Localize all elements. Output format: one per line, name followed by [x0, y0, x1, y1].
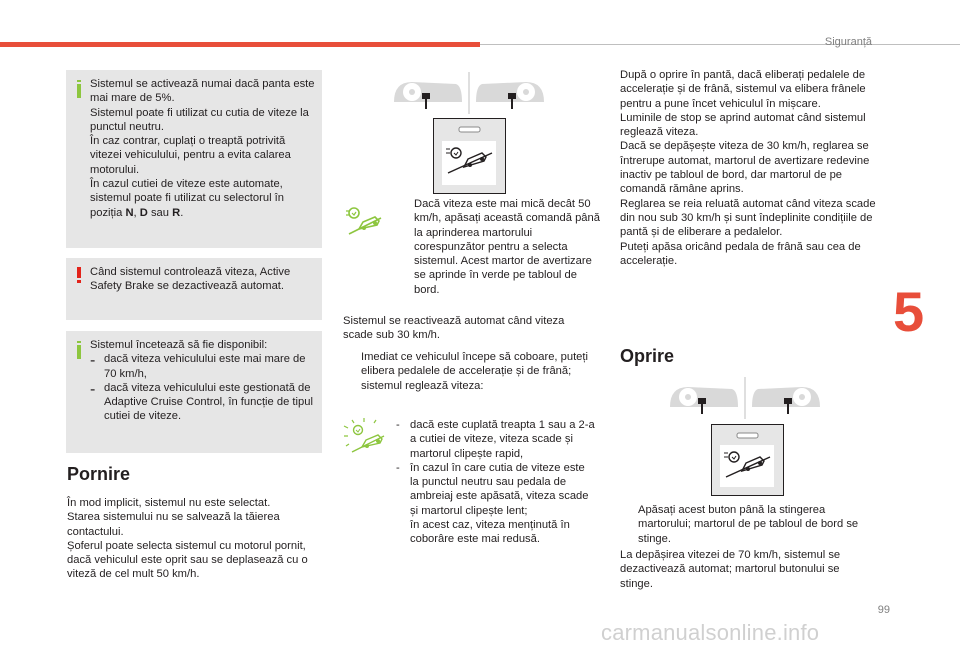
watermark: carmanualsonline.info — [601, 620, 820, 645]
list-item: - dacă viteza vehiculului este gestionată de Adaptive Cruise Control, în funcție de tipul cutiei de viteze. — [90, 380, 313, 423]
hill-descent-button-icon — [712, 425, 783, 495]
heading-oprire: Oprire — [620, 346, 675, 366]
note-line: Sistemul se activează numai dacă panta este mai mare de 5%. — [90, 78, 315, 105]
hill-descent-indicator-green-icon — [343, 204, 383, 238]
chapter-number: 5 — [893, 280, 925, 343]
steering-wheel-controls-illustration-2 — [668, 377, 822, 419]
bullet-select: Dacă viteza este mai mică decât 50 km/h, apăsați această comandă până la aprinderea martorului corespunzător pentru a selecta sistemul. Acest martor de avertizare se aprinde în verde pe tabloul de bord. — [396, 197, 600, 297]
heading-pornire: Pornire — [67, 464, 131, 484]
info-icon — [77, 84, 81, 98]
section-title: Siguranță — [824, 36, 872, 48]
hill-descent-indicator-flashing-icon — [340, 416, 388, 458]
hill-descent-button-panel — [433, 118, 506, 194]
descent-conditions-list — [396, 418, 596, 547]
bullet-mark — [396, 197, 414, 297]
list-item: - dacă este cuplată treapta 1 sau a 2-a a cutiei de viteze, viteza scade și martorul clipește rapid, — [396, 419, 595, 460]
bullet-descent: Imediat ce vehiculul începe să coboare, puteți elibera pedalele de accelerație și de frână; sistemul reglează viteza: — [343, 350, 598, 393]
deactivation-text: La depășirea vitezei de 70 km/h, sistemul se dezactivează automat; martorul butonului se stinge. — [620, 549, 841, 590]
right-column-text: După o oprire în pantă, dacă eliberați pedalele de accelerație și de frână, sistemul va elibera frânele pentru a pune încet vehiculul în mișcare. Luminile de stop se aprind automat când sistemul reglează viteza. Dacă se depășește viteza de 30 km/h, reglarea se întrerupe automat, martorul de avertizare redevine inactiv pe tabloul de bord, dar martorul de pe comandă rămâne aprins. Reglarea se reia reluată automat când viteza scade din nou sub 30 km/h și sunt îndeplinite condițiile de pantă și de eliberare a pedalelor. Puteți apăsa oricând pedala de frână sau cea de accelerație. — [620, 69, 876, 267]
note-line: În caz contrar, cuplați o treaptă potrivită vitezei vehiculului, pentru a evita calarea motorului. — [90, 135, 291, 176]
note-text: Când sistemul controlează viteza, Active Safety Brake se dezactivează automat. — [90, 266, 291, 293]
info-note-unavailable — [66, 331, 322, 453]
bullet-mark — [343, 350, 361, 393]
note-line: Sistemul poate fi utilizat cu cutia de viteze la punctul neutru. — [90, 106, 309, 133]
bullet-stop: Apăsați acest buton până la stingerea martorului; martorul de pe tabloul de bord se stinge. — [620, 503, 870, 546]
info-icon — [77, 345, 81, 359]
steering-wheel-controls-illustration — [392, 72, 546, 114]
info-note-activation — [66, 70, 322, 248]
bullet-mark — [620, 503, 638, 546]
page-number: 99 — [877, 604, 890, 616]
note-line: În cazul cutiei de viteze este automate, sistemul poate fi utilizat cu selectorul în poziția N, D sau R. — [90, 178, 285, 219]
header-accent-bar — [0, 42, 480, 47]
warning-note-asb — [66, 258, 322, 320]
list-item-continuation: în acest caz, viteza menținută în coborâre este mai redusă. — [410, 519, 570, 546]
hill-descent-button-panel-2 — [711, 424, 784, 496]
note-intro: Sistemul încetează să fie disponibil: — [90, 339, 268, 351]
list-item: - în cazul în care cutia de viteze este la punctul neutru sau pedala de ambreiaj este apăsată, viteza scade și martorul clipește lent; — [396, 461, 589, 517]
header-rule — [480, 44, 960, 45]
reactivation-text: Sistemul se reactivează automat când viteza scade sub 30 km/h. — [343, 315, 565, 342]
hill-descent-button-icon — [434, 119, 505, 193]
list-item: - dacă viteza vehiculului este mai mare de 70 km/h, — [90, 352, 306, 380]
warning-icon — [77, 267, 81, 283]
pornire-text: În mod implicit, sistemul nu este selectat. Starea sistemului nu se salvează la tăierea contactului. Șoferul poate selecta sistemul cu motorul pornit, dacă vehiculul este oprit sau se deplasează cu o viteză de cel mult 50 km/h. — [67, 497, 308, 581]
